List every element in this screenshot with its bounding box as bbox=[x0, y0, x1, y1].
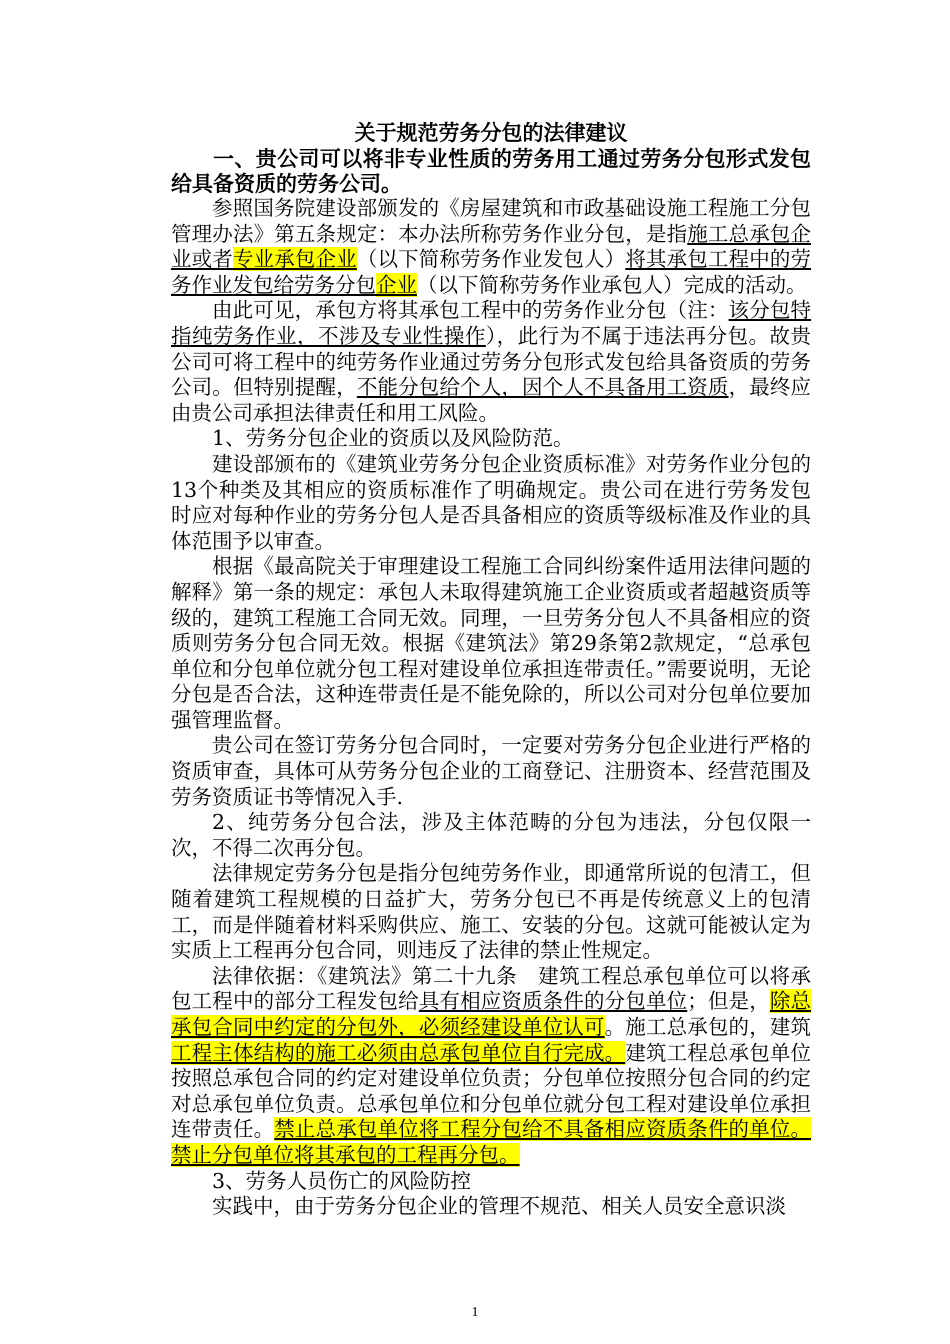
paragraph-legal-basis bbox=[171, 964, 811, 1169]
paragraph-conclusion bbox=[171, 298, 811, 426]
text-run: 。施工总承包的，建筑 bbox=[604, 1015, 812, 1039]
paragraph-qualification-review: 贵公司在签订劳务分包合同时，一定要对劳务分包企业进行严格的资质审查，具体可从劳务分包企业的工商登记、注册资本、经营范围及劳务资质证书等情况入手. bbox=[171, 733, 811, 809]
text-run: 法律依据：《建筑法》第二十九条 建筑工程总承包单位可以将承包工程中的部分工程发包给 bbox=[171, 963, 811, 1014]
highlighted-text: 禁止总承包单位将工程分包给不具备相应资质条件的单位。禁止分包单位将其承包的工程再分包。 bbox=[171, 1117, 811, 1167]
paragraph-definition bbox=[171, 196, 811, 298]
highlighted-text: 企业 bbox=[376, 272, 417, 297]
underlined-text: 具有相应资质条件的分包单位 bbox=[418, 989, 688, 1014]
highlighted-text: 专业承包企业 bbox=[232, 247, 357, 272]
paragraph-risk-control: 实践中，由于劳务分包企业的管理不规范、相关人员安全意识淡 bbox=[212, 1194, 786, 1219]
subsection-heading-3: 3、劳务人员伤亡的风险防控 bbox=[212, 1168, 472, 1193]
text-run: 参照国务院建设部颁发的《房屋建筑和市政基础设施工程施工分包管理办法》第五条规定：本办法所称劳务作业分包，是指 bbox=[171, 196, 811, 246]
subsection-heading-2: 2、纯劳务分包合法，涉及主体范畴的分包为违法，分包仅限一次，不得二次再分包。 bbox=[171, 810, 811, 860]
document-title: 关于规范劳务分包的法律建议 bbox=[354, 120, 628, 145]
text-run: （以下简称劳务作业发包人） bbox=[356, 247, 626, 272]
text-run: 建筑工程总承包单位按照总承包合同的约定对建设单位负责；分包单位按照分包合同的约定对总承包单位负责。总承包单位和分包单位就分包工程对建设单位承担连带责任。 bbox=[171, 1040, 812, 1142]
underlined-text: 将其承包工程中的劳务作业发包给劳务分包 bbox=[171, 247, 812, 297]
underlined-text: 不能分包给个人，因个人不具备用工资质 bbox=[356, 375, 729, 400]
text-run: （以下简称劳务作业承包人）完成的活动。 bbox=[417, 272, 807, 297]
text-run: ；但是， bbox=[687, 989, 770, 1014]
paragraph-judicial-interpretation: 根据《最高院关于审理建设工程施工合同纠纷案件适用法律问题的解释》第一条的规定：承包人未取得建筑施工企业资质或者超越资质等级的，建筑工程施工合同无效。同理，一旦劳务分包人不具备相应的资质则劳务分包合同无效。根据《建筑法》第29条第2款规定，“总承包单位和分包单位就分包工程对建设单位承担连带责任。”需要说明，无论分包是否合法，这种连带责任是不能免除的，所以公司对分包单位要加强管理监督。 bbox=[171, 554, 811, 732]
underlined-text: 该分包特指纯劳务作业，不涉及专业性操作 bbox=[171, 298, 812, 348]
text-run: ，最终应由贵公司承担法律责任和用工风险。 bbox=[171, 375, 812, 425]
subsection-heading-1: 1、劳务分包企业的资质以及风险防范。 bbox=[212, 426, 574, 451]
underlined-text: 施工总承包企业或者 bbox=[171, 221, 811, 272]
document-body bbox=[171, 120, 811, 1220]
text-run: ），此行为不属于违法再分包。故贵公司可将工程中的纯劳务作业通过劳务分包形式发包给具备资质的劳务公司。但特别提醒， bbox=[171, 323, 811, 400]
paragraph-legal-rule: 法律规定劳务分包是指分包纯劳务作业，即通常所说的包清工，但随着建筑工程规模的日益扩大，劳务分包已不再是传统意义上的包清工，而是伴随着材料采购供应、施工、安装的分包。这就可能被认定为实质上工程再分包合同，则违反了法律的禁止性规定。 bbox=[171, 861, 811, 963]
text-run: 由此可见，承包方将其承包工程中的劳务作业分包（注： bbox=[212, 298, 729, 323]
section-heading-1: 一、贵公司可以将非专业性质的劳务用工通过劳务分包形式发包给具备资质的劳务公司。 bbox=[171, 146, 811, 196]
page-number: 1 bbox=[471, 1305, 479, 1320]
highlighted-text: 工程主体结构的施工必须由总承包单位自行完成。 bbox=[171, 1040, 626, 1065]
paragraph-qualification-standard: 建设部颁布的《建筑业劳务分包企业资质标准》对劳务作业分包的13个种类及其相应的资质标准作了明确规定。贵公司在进行劳务发包时应对每种作业的劳务分包人是否具备相应的资质等级标准及作业的具体范围予以审查。 bbox=[171, 451, 811, 553]
highlighted-text: 除总承包合同中约定的分包外，必须经建设单位认可 bbox=[171, 989, 812, 1039]
